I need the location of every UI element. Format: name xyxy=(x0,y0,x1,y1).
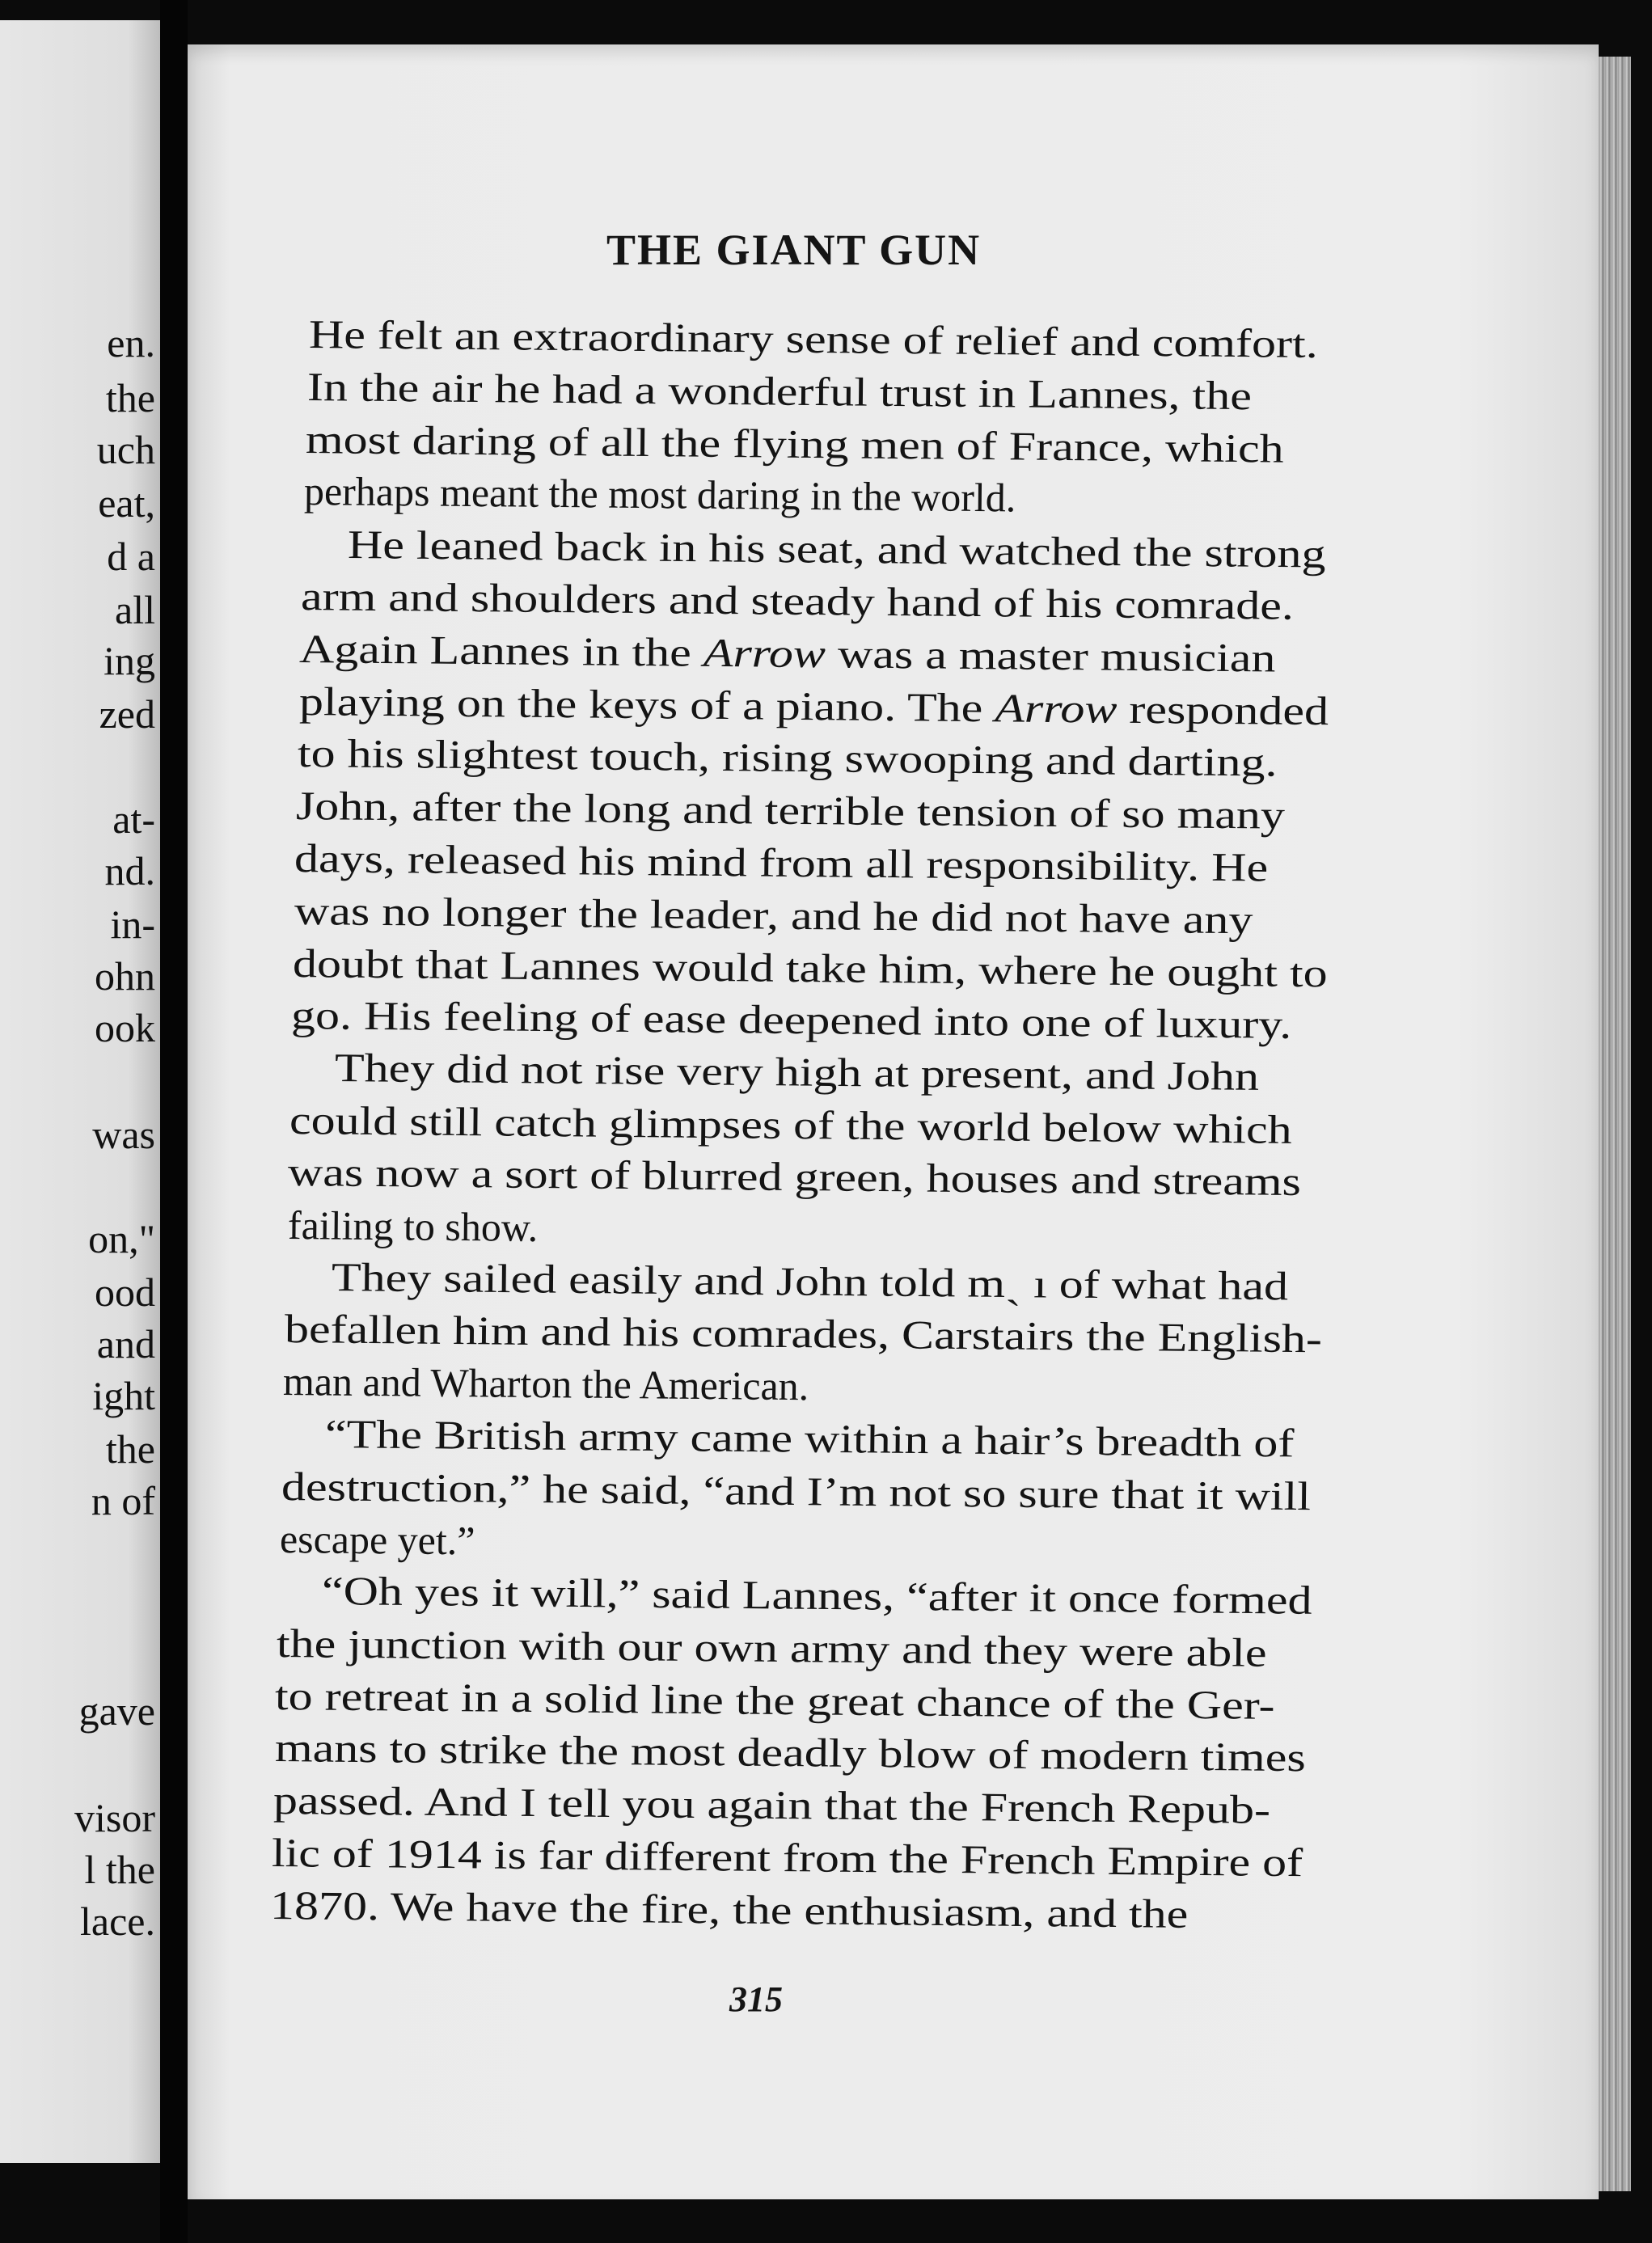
text-line: escape yet.” xyxy=(279,1516,475,1564)
text-line: destruction,” he said, “and I’m not so sure that it will xyxy=(281,1464,1312,1519)
left-page-fragment: uch xyxy=(96,427,155,472)
left-page-fragment: zed xyxy=(99,691,155,737)
text-line: befallen him and his comrades, Carstairs the English- xyxy=(284,1306,1323,1362)
left-page-fragment: ook xyxy=(95,1005,155,1050)
left-page-fragment: all xyxy=(115,587,155,632)
left-page-fragment: visor xyxy=(74,1795,155,1840)
text-line: to retreat in a solid line the great chance of the Ger- xyxy=(274,1673,1275,1728)
text-line: was now a sort of blurred green, houses and streams xyxy=(287,1149,1302,1205)
text-line: They did not rise very high at present, and John xyxy=(334,1045,1260,1099)
text-line: John, after the long and terrible tension of so many xyxy=(295,783,1286,838)
left-page-fragment: l the xyxy=(84,1847,155,1892)
book-gutter xyxy=(160,0,188,2243)
text-line: In the air he had a wonderful trust in Lannes, the xyxy=(306,364,1253,419)
left-page-fragment: n of xyxy=(91,1478,155,1523)
text-line: most daring of all the flying men of France, which xyxy=(305,416,1284,471)
left-page-fragment: and xyxy=(96,1321,155,1366)
text-line: He felt an extraordinary sense of relief and comfort. xyxy=(308,311,1319,366)
left-page-fragment: at- xyxy=(112,796,155,842)
text-line: “The British army came within a hair’s breadth of xyxy=(324,1411,1295,1466)
left-page-fragment: ight xyxy=(92,1373,155,1418)
text-line: passed. And I tell you again that the French Repub- xyxy=(273,1777,1271,1832)
text-line: was no longer the leader, and he did not have any xyxy=(294,888,1253,943)
text-line: to his slightest touch, rising swooping and darting. xyxy=(297,730,1278,785)
text-line: the junction with our own army and they were able xyxy=(276,1620,1267,1675)
text-line: perhaps meant the most daring in the world. xyxy=(303,468,1016,521)
text-line: He leaned back in his seat, and watched the strong xyxy=(347,522,1326,577)
left-page xyxy=(0,20,160,2163)
text-line: Again Lannes in the Arrow was a master musician xyxy=(298,626,1276,681)
left-page-fragment: ing xyxy=(104,638,155,683)
left-page-fragment: nd. xyxy=(104,848,155,893)
left-page-fragment: on," xyxy=(88,1216,155,1261)
text-line: failing to show. xyxy=(287,1202,539,1250)
left-page-fragment: the xyxy=(105,375,155,420)
text-line: 1870. We have the fire, the enthusiasm, and the xyxy=(269,1882,1189,1937)
text-line: mans to strike the most deadly blow of modern times xyxy=(274,1725,1307,1780)
left-page-fragment: in- xyxy=(110,902,155,947)
text-line: days, released his mind from all responsibility. He xyxy=(294,835,1269,890)
left-page-fragment: lace. xyxy=(80,1899,155,1944)
text-line: lic of 1914 is far different from the French Empire of xyxy=(271,1830,1303,1886)
left-page-fragment: en. xyxy=(107,320,155,365)
left-page-fragment: d a xyxy=(107,534,155,579)
page-number: 315 xyxy=(729,1979,783,2019)
text-line: doubt that Lannes would take him, where he ought to xyxy=(292,940,1328,996)
left-page-fragment: the xyxy=(105,1426,155,1472)
left-page-fragment: ohn xyxy=(95,953,155,999)
left-page-fragment: ood xyxy=(95,1269,155,1315)
running-head: THE GIANT GUN xyxy=(606,226,982,274)
text-line: They sailed easily and John told mˎ ı of what had xyxy=(331,1254,1289,1309)
text-line: could still catch glimpses of the world below which xyxy=(289,1097,1292,1152)
page-edges xyxy=(1599,57,1631,2191)
left-page-fragment: gave xyxy=(78,1688,155,1734)
left-page-fragment: was xyxy=(92,1112,155,1157)
text-line: playing on the keys of a piano. The Arrow responded xyxy=(298,678,1329,734)
text-line: “Oh yes it will,” said Lannes, “after it once formed xyxy=(321,1568,1312,1623)
left-page-fragment: eat, xyxy=(98,480,155,526)
text-line: go. His feeling of ease deepened into one of luxury. xyxy=(290,992,1292,1047)
text-line: man and Wharton the American. xyxy=(282,1358,809,1409)
text-line: arm and shoulders and steady hand of his comrade. xyxy=(300,573,1295,628)
